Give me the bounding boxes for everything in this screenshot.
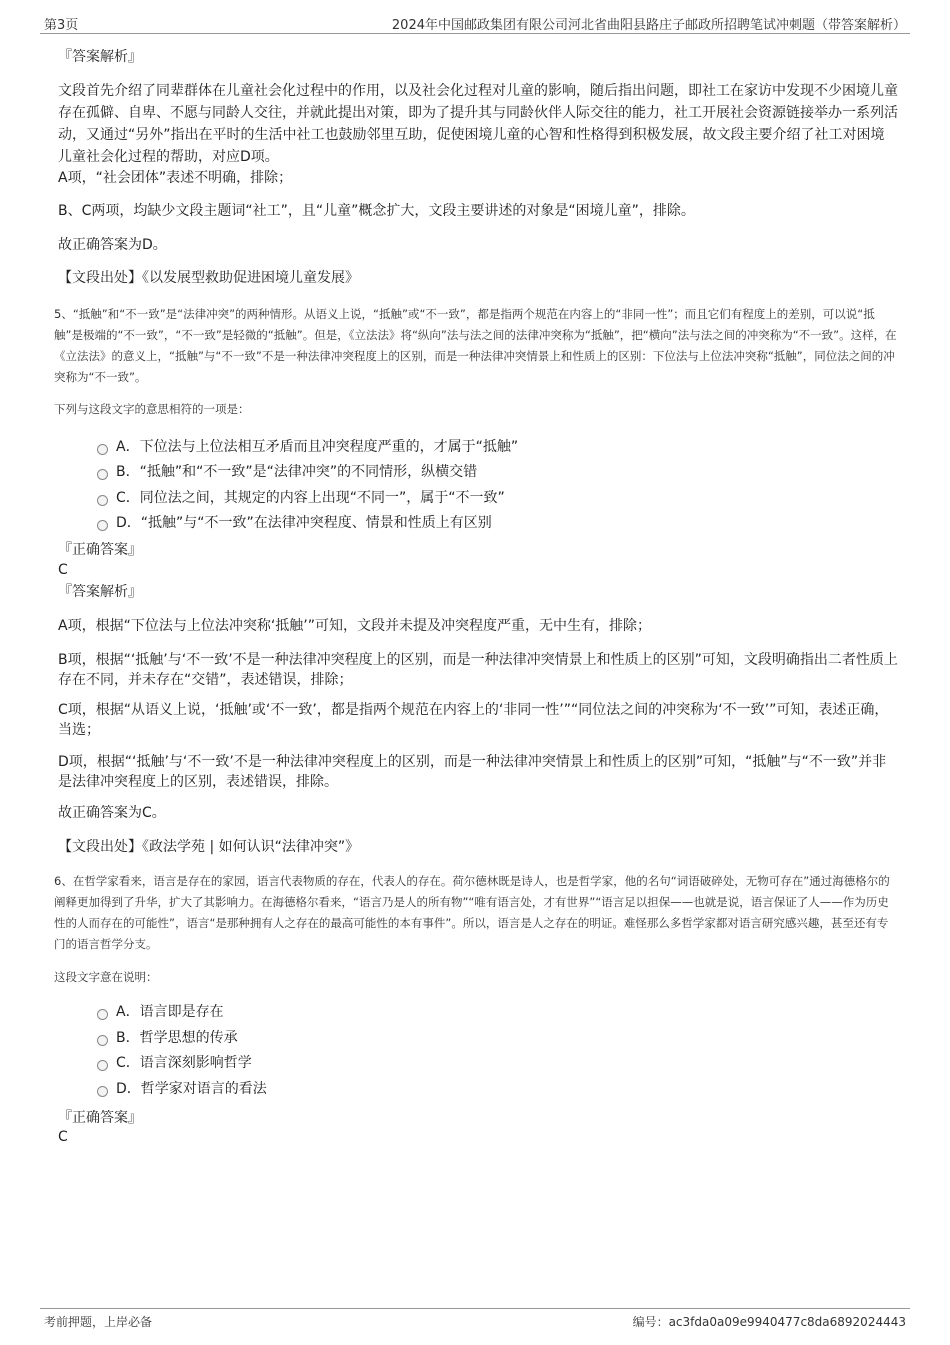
analysis-bc: B、C两项，均缺少文段主题词“社工”，且“儿童”概念扩大，文段主要讲述的对象是“困境儿童”，排除。 — [58, 203, 695, 219]
correct-label: 『正确答案』 — [58, 542, 142, 558]
radio-icon[interactable] — [97, 444, 108, 455]
option-label: D．哲学家对语言的看法 — [116, 1081, 267, 1097]
question-6-stem: 6、在哲学家看来，语言是存在的家园，语言代表物质的存在，代表人的存在。荷尔德林既是诗人，也是哲学家，他的名句“词语破碎处，无物可存在”通过海德格尔的阐释更加得到了升华，扩大了其影响力。在海德格尔看来，“语言乃是人的所有物”“唯有语言处，才有世界”“语言足以担保——也就是说，语言保证了人——作为历史性的人而存在的可能性”，语言“是那种拥有人之存在的最高可能性的本有事件”。所以，语言是人之存在的明证。难怪那么多哲学家都对语言研究感兴趣，甚至还有专门的语言哲学分支。 — [54, 874, 890, 951]
option-d[interactable] — [97, 1079, 267, 1099]
analysis-d: D项，根据“‘抵触’与‘不一致’不是一种法律冲突程度上的区别，而是一种法律冲突情景上和性质上的区别”可知，“抵触”与“不一致”并非是法律冲突程度上的区别，表述错误，排除。 — [58, 754, 887, 790]
source: 【文段出处】《政法学苑 | 如何认识“法律冲突”》 — [58, 839, 360, 855]
answer-summary: 故正确答案为D。 — [58, 237, 167, 253]
footer-slogan: 考前押题，上岸必备 — [44, 1315, 153, 1329]
answer-summary: 故正确答案为C。 — [58, 805, 166, 821]
option-c[interactable] — [97, 488, 505, 508]
radio-icon[interactable] — [97, 1035, 108, 1046]
option-label: A．语言即是存在 — [116, 1004, 224, 1020]
option-label: B．“抵触”和“不一致”是“法律冲突”的不同情形，纵横交错 — [116, 464, 478, 480]
option-label: C．语言深刻影响哲学 — [116, 1055, 252, 1071]
source: 【文段出处】《以发展型救助促进困境儿童发展》 — [58, 270, 359, 286]
correct-answer: C — [58, 1129, 68, 1145]
question-5-prompt: 下列与这段文字的意思相符的一项是： — [54, 402, 250, 416]
document-id: 编号：ac3fda0a09e9940477c8da6892024443 — [632, 1315, 906, 1329]
correct-label: 『正确答案』 — [58, 1110, 142, 1126]
radio-icon[interactable] — [97, 469, 108, 480]
option-label: C．同位法之间，其规定的内容上出现“不同一”，属于“不一致” — [116, 490, 505, 506]
analysis-label: 『答案解析』 — [58, 49, 142, 65]
option-b[interactable] — [97, 1028, 238, 1048]
analysis-b: B项，根据“‘抵触’与‘不一致’不是一种法律冲突程度上的区别，而是一种法律冲突情景上和性质上的区别”可知，文段明确指出二者性质上存在不同，并未存在“交错”，表述错误，排除； — [58, 652, 898, 688]
page-number: 第3页 — [44, 18, 79, 33]
radio-icon[interactable] — [97, 495, 108, 506]
analysis-c: C项，根据“从语义上说，‘抵触’或‘不一致’，都是指两个规范在内容上的‘非同一性’”“同位法之间的冲突称为‘不一致’”可知，表述正确，当选； — [58, 702, 889, 738]
option-a[interactable] — [97, 1002, 224, 1022]
analysis-a: A项，根据“下位法与上位法冲突称‘抵触’”可知，文段并未提及冲突程度严重，无中生有，排除； — [58, 618, 651, 634]
option-b[interactable] — [97, 462, 477, 482]
footer-divider — [40, 1308, 910, 1309]
option-label: D．“抵触”与“不一致”在法律冲突程度、情景和性质上有区别 — [116, 515, 492, 531]
question-6-prompt: 这段文字意在说明： — [54, 970, 158, 984]
analysis-text: 文段首先介绍了同辈群体在儿童社会化过程中的作用，以及社会化过程对儿童的影响，随后指出问题，即社工在家访中发现不少困境儿童存在孤僻、自卑、不愿与同龄人交往，并就此提出对策，即为了提升其与同龄伙伴人际交往的能力，社工开展社会资源链接举办一系列活动，又通过“另外”指出在平时的生活中社工也鼓励邻里互助，促使困境儿童的心智和性格得到积极发展，故文段主要介绍了社工对困境儿童社会化过程的帮助，对应D项。 — [58, 83, 898, 165]
radio-icon[interactable] — [97, 1060, 108, 1071]
correct-answer: C — [58, 562, 68, 578]
analysis-a: A项，“社会团体”表述不明确，排除； — [58, 170, 293, 186]
document-title: 2024年中国邮政集团有限公司河北省曲阳县路庄子邮政所招聘笔试冲刺题（带答案解析） — [391, 18, 906, 33]
question-5-stem: 5、“抵触”和“不一致”是“法律冲突”的两种情形。从语义上说，“抵触”或“不一致”，都是指两个规范在内容上的“非同一性”；而且它们有程度上的差别，可以说“抵触”是极端的“不一致”，“不一致”是轻微的“抵触”。但是，《立法法》将“纵向”法与法之间的法律冲突称为“抵触”，把“横向”法与法之间的冲突称为“不一致”。这样，在《立法法》的意义上，“抵触”与“不一致”不是一种法律冲突程度上的区别，而是一种法律冲突情景上和性质上的区别：下位法与上位法冲突称“抵触”，同位法之间的冲突称为“不一致”。 — [54, 307, 897, 384]
option-c[interactable] — [97, 1053, 252, 1073]
radio-icon[interactable] — [97, 1086, 108, 1097]
option-d[interactable] — [97, 513, 492, 533]
header-divider — [40, 33, 910, 34]
option-label: A．下位法与上位法相互矛盾而且冲突程度严重的，才属于“抵触” — [116, 439, 519, 455]
radio-icon[interactable] — [97, 520, 108, 531]
option-a[interactable] — [97, 437, 518, 457]
analysis-label: 『答案解析』 — [58, 584, 142, 600]
radio-icon[interactable] — [97, 1009, 108, 1020]
option-label: B．哲学思想的传承 — [116, 1030, 238, 1046]
